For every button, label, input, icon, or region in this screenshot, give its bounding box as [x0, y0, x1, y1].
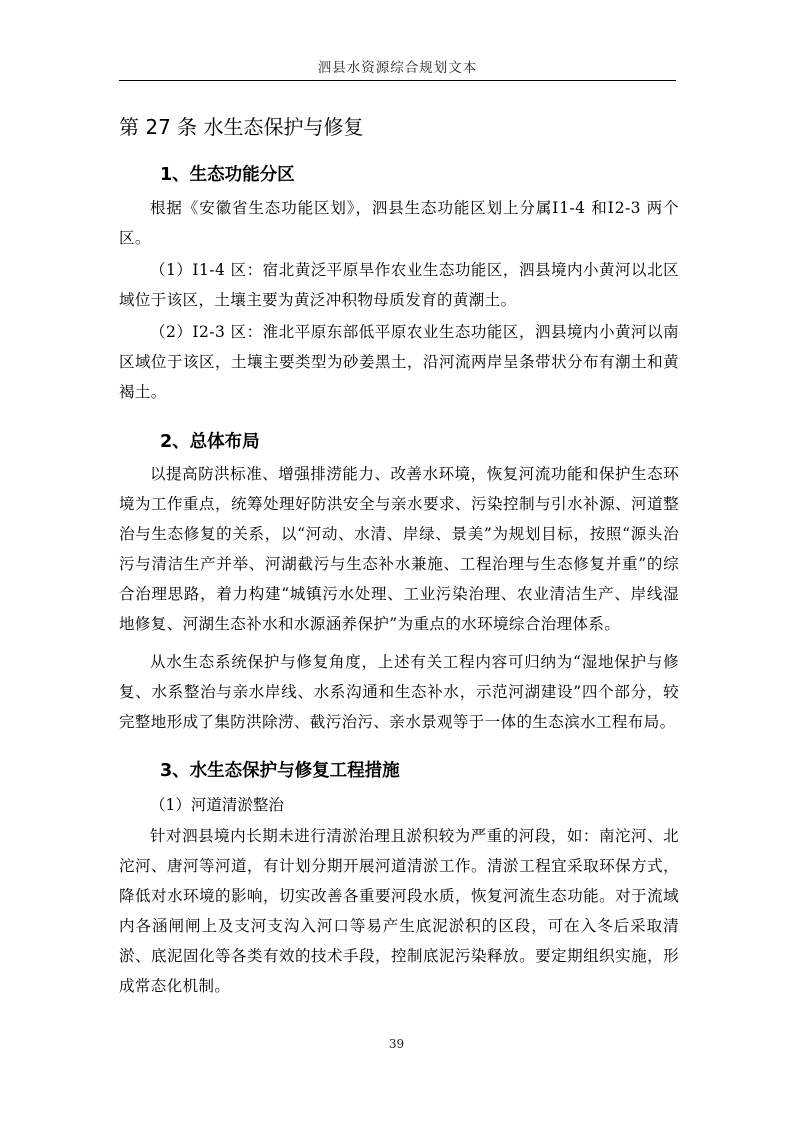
- section-heading-overall-layout: 2、总体布局: [160, 432, 260, 452]
- subheading-river-dredging: （1）河道清淤整治: [150, 796, 284, 814]
- section-heading-ecological-zoning: 1、生态功能分区: [160, 165, 295, 185]
- paragraph: 针对泗县境内长期未进行清淤治理且淤积较为严重的河段，如：南沱河、北沱河、唐河等河道，有计划分期开展河道清淤工作。清淤工程宜采取环保方式，降低对水环境的影响，切实改善各重要河段水质，恢复河流生态功能。对于流域内各涵闸闸上及支河支沟入河口等易产生底泥淤积的区段，可在入冬后采取清淤、底泥固化等各类有效的技术手段，控制底泥污染释放。要定期组织实施，形成常态化机制。: [119, 827, 679, 995]
- paragraph: 根据《安徽省生态功能区划》，泗县生态功能区划上分属Ⅰ1-4 和Ⅰ2-3 两个区。: [119, 199, 679, 247]
- header-rule: [119, 80, 676, 81]
- section-heading-engineering-measures: 3、水生态保护与修复工程措施: [160, 761, 400, 781]
- page-number: 39: [388, 1037, 405, 1051]
- article-title: 第 27 条 水生态保护与修复: [119, 115, 364, 139]
- running-header: 泗县水资源综合规划文本: [317, 60, 478, 76]
- paragraph: 以提高防洪标准、增强排涝能力、改善水环境，恢复河流功能和保护生态环境为工作重点，统筹处理好防洪安全与亲水要求、污染控制与引水补源、河道整治与生态修复的关系，以“河动、水清、岸绿、景美”为规划目标，按照“源头治污与清洁生产并举、河湖截污与生态补水兼施、工程治理与生态修复并重”的综合治理思路，着力构建“城镇污水处理、工业污染治理、农业清洁生产、岸线湿地修复、河湖生态补水和水源涵养保护”为重点的水环境综合治理体系。: [119, 465, 679, 633]
- paragraph: （2）Ⅰ2-3 区：淮北平原东部低平原农业生态功能区，泗县境内小黄河以南区域位于该区，土壤主要类型为砂姜黑土，沿河流两岸呈条带状分布有潮土和黄褐土。: [119, 323, 679, 401]
- paragraph: 从水生态系统保护与修复角度，上述有关工程内容可归纳为“湿地保护与修复、水系整治与亲水岸线、水系沟通和生态补水，示范河湖建设”四个部分，较完整地形成了集防洪除涝、截污治污、亲水景观等于一体的生态滨水工程布局。: [119, 653, 679, 731]
- paragraph: （1）Ⅰ1-4 区：宿北黄泛平原旱作农业生态功能区，泗县境内小黄河以北区域位于该区，土壤主要为黄泛冲积物母质发育的黄潮土。: [119, 261, 679, 309]
